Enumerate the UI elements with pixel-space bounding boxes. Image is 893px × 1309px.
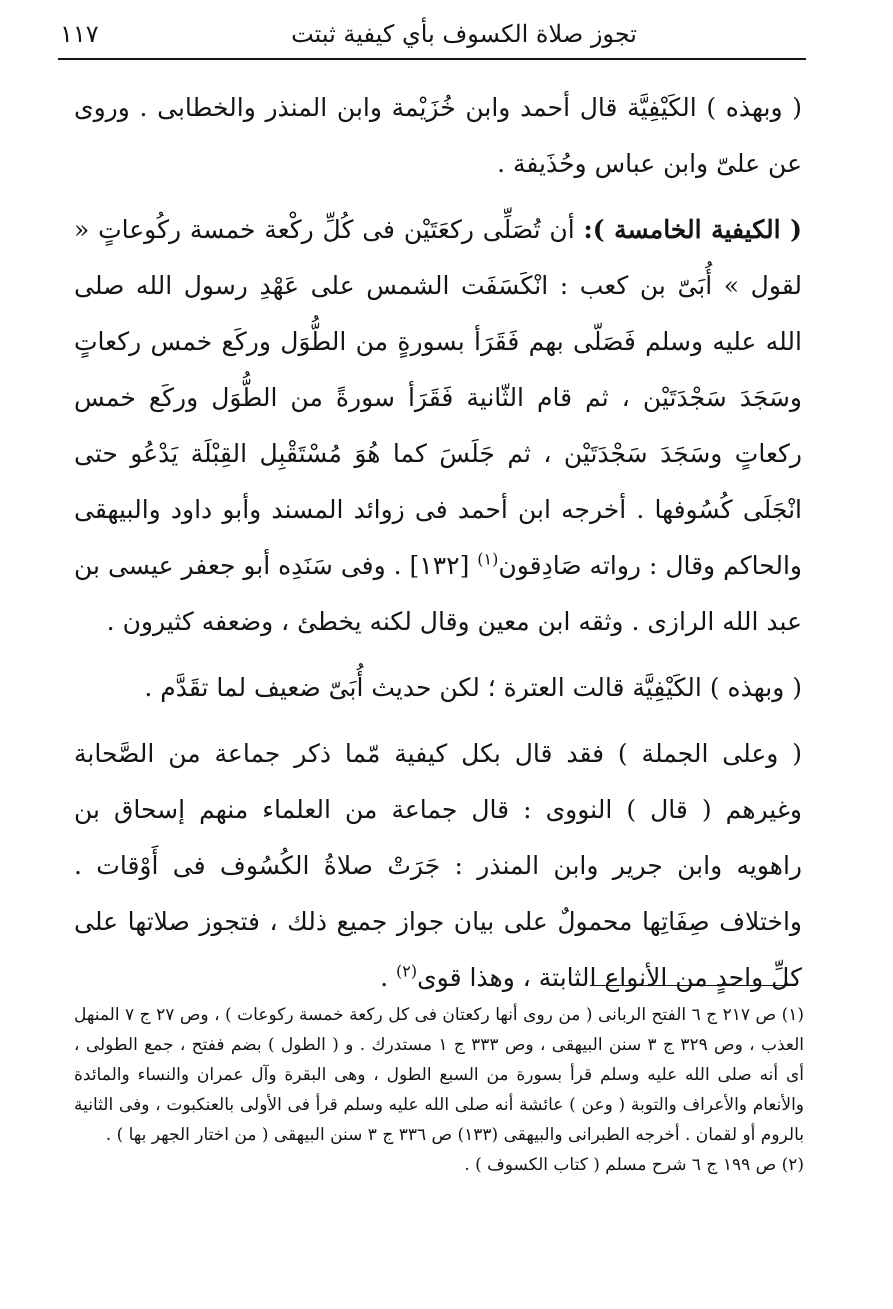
- footnote-1: (١) ص ٢١٧ ج ٦ الفتح الربانى ( من روى أنها ركعتان فى كل ركعة خمسة ركوعات ) ، وص ٢٧ ج ٧ المنهل العذب ، وص ٣٢٩ ج ٣ سنن البيهقى ، وص ٣٣٣ ج ١ مستدرك . و ( الطول ) بضم ففتح ، جمع الطولى ، أى أنه صلى الله عليه وسلم قرأ بسورة من السبع الطول ، وهى البقرة وآل عمران والنساء والمائدة والأنعام والأعراف والتوبة ( وعن ) عائشة أنه صلى الله عليه وسلم قرأ فى الأولى بالعنكبوت ، وفى الثانية بالروم أو لقمان . أخرجه الطبرانى والبيهقى (١٣٣) ص ٣٣٦ ج ٣ سنن البيهقى ( من اختار الجهر بها ) .: [74, 1005, 804, 1145]
- footnote-ref-1: (١): [477, 549, 499, 569]
- paragraph-2-tail: [١٣٢] . وفى سَنَدِه أبو جعفر عيسى بن عبد الله الرازى . وثقه ابن معين وقال لكنه يخطئ ، وضعفه كثيرون .: [74, 551, 802, 636]
- footnotes: [74, 1000, 804, 1180]
- page-header: [60, 14, 802, 54]
- running-title: تجوز صلاة الكسوف بأي كيفية ثبتت: [291, 20, 637, 48]
- header-divider: [58, 58, 806, 60]
- footnote-divider: [590, 985, 796, 986]
- paragraph-2: [74, 202, 802, 650]
- paragraph-3: ( وبهذه ) الكَيْفِيَّة قالت العترة ؛ لكن حديث أُبَىّ ضعيف لما تقَدَّم .: [144, 673, 802, 702]
- footnote-ref-2: (٢): [396, 961, 418, 981]
- paragraph-2-text: أن تُصَلِّى ركعَتَيْن فى كُلِّ ركْعة خمسة ركُوعاتٍ « لقول » أُبَىّ بن كعب : انْكَسَفَت الشمس على عَهْدِ رسول الله صلى الله عليه وسلم فَصَلّى بهم فَقَرَأ بسورةٍ من الطُّوَل وركَع خمس ركعاتٍ وسَجَدَ سَجْدَتَيْن ، ثم قام الثّانية فَقَرَأ سورةً من الطُّوَل وركَع خمس ركعاتٍ وسَجَدَ سَجْدَتَيْن ، ثم جَلَسَ كما هُوَ مُسْتَقْبِل القِبْلَة يَدْعُو حتى انْجَلَى كُسُوفها . أخرجه ابن أحمد فى زوائد المسند وأبو داود والبيهقى والحاكم وقال : رواته صَادِقون: [74, 215, 803, 580]
- footnote-2: (٢) ص ١٩٩ ج ٦ شرح مسلم ( كتاب الكسوف ) .: [464, 1155, 804, 1175]
- paragraph-4-tail: .: [380, 963, 397, 992]
- page-number: ١١٧: [60, 20, 99, 48]
- paragraph-1: ( وبهذه ) الكَيْفِيَّة قال أحمد وابن خُزَيْمة وابن المنذر والخطابى . وروى عن علىّ وابن عباس وحُذَيفة .: [74, 93, 802, 178]
- main-text: [74, 80, 802, 1006]
- section-heading: ( الكيفية الخامسة ):: [583, 215, 802, 244]
- paragraph-4-text: ( وعلى الجملة ) فقد قال بكل كيفية مّما ذكر جماعة من الصَّحابة وغيرهم ( قال ) النووى : قال جماعة من العلماء منهم إسحاق بن راهويه وابن جرير وابن المنذر : جَرَتْ صلاةُ الكُسُوف فى أَوْقات . واختلاف صِفَاتِها محمولٌ على بيان جواز جميع ذلك ، فتجوز صلاتها على كلِّ واحدٍ من الأنواع الثابتة ، وهذا قوى: [74, 739, 802, 992]
- paragraph-4: [74, 726, 802, 1006]
